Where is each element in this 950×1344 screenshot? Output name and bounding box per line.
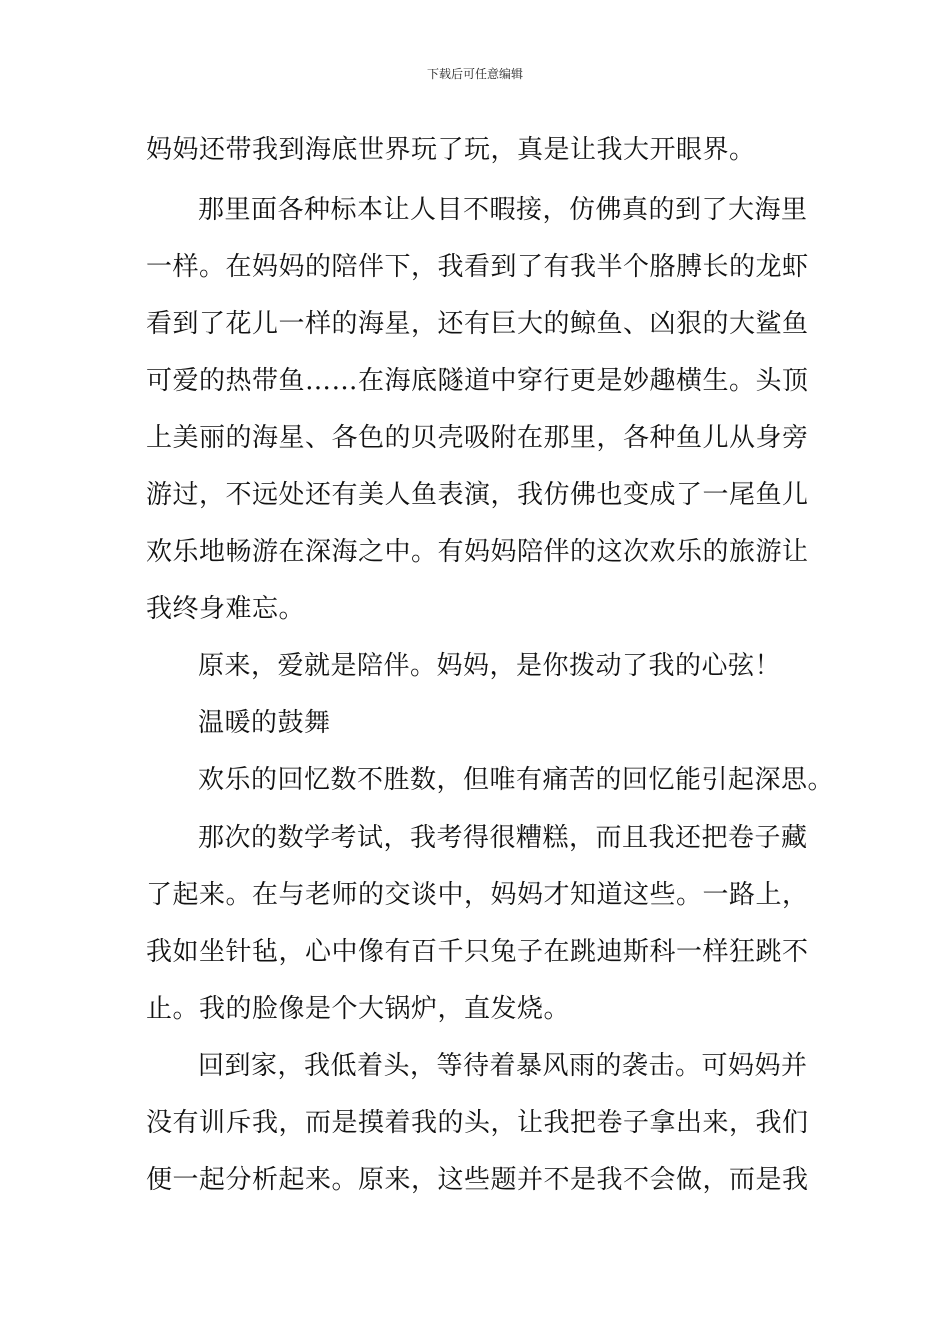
page-header: 下载后可任意编辑 — [426, 67, 523, 81]
text-line: 一样。在妈妈的陪伴下，我看到了有我半个胳膊长的龙虾 — [146, 252, 809, 282]
text-line: 看到了花儿一样的海星，还有巨大的鲸鱼、凶狠的大鲨鱼 — [146, 309, 809, 339]
text-line: 了起来。在与老师的交谈中，妈妈才知道这些。一路上， — [146, 880, 809, 910]
text-line: 止。我的脸像是个大锅炉，直发烧。 — [146, 994, 571, 1024]
text-line: 妈妈还带我到海底世界玩了玩，真是让我大开眼界。 — [146, 135, 756, 165]
text-line: 我终身难忘。 — [146, 594, 306, 624]
text-line: 便一起分析起来。原来，这些题并不是我不会做，而是我 — [146, 1165, 809, 1195]
paragraph-start-line: 那里面各种标本让人目不暇接，仿佛真的到了大海里 — [198, 195, 808, 225]
text-line: 上美丽的海星、各色的贝壳吸附在那里，各种鱼儿从身旁 — [146, 423, 809, 453]
text-line: 游过，不远处还有美人鱼表演，我仿佛也变成了一尾鱼儿 — [146, 480, 809, 510]
paragraph-start-line: 回到家，我低着头，等待着暴风雨的袭击。可妈妈并 — [198, 1051, 808, 1081]
paragraph-start-line: 原来，爱就是陪伴。妈妈，是你拨动了我的心弦！ — [198, 651, 782, 681]
text-line: 欢乐地畅游在深海之中。有妈妈陪伴的这次欢乐的旅游让 — [146, 537, 809, 567]
section-title: 温暖的鼓舞 — [198, 708, 331, 738]
paragraph-start-line: 欢乐的回忆数不胜数，但唯有痛苦的回忆能引起深思。 — [198, 765, 835, 795]
text-line: 没有训斥我，而是摸着我的头，让我把卷子拿出来，我们 — [146, 1108, 809, 1138]
text-line: 可爱的热带鱼……在海底隧道中穿行更是妙趣横生。头顶 — [146, 366, 809, 396]
text-line: 我如坐针毡，心中像有百千只兔子在跳迪斯科一样狂跳不 — [146, 937, 809, 967]
paragraph-start-line: 那次的数学考试，我考得很糟糕，而且我还把卷子藏 — [198, 823, 808, 853]
